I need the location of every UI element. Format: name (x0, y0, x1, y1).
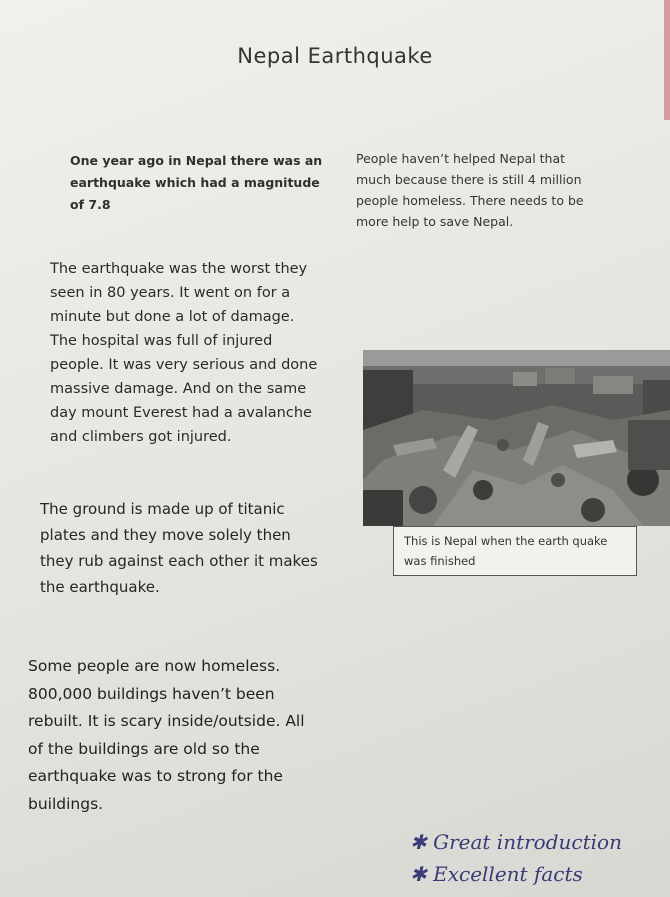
intro-paragraph: One year ago in Nepal there was an earthquake which had a magnitude of 7.8 (70, 153, 323, 212)
comment-great-introduction: ✱ Great introduction (410, 830, 622, 854)
comment-excellent-facts: ✱ Excellent facts (410, 862, 583, 886)
page-title: Nepal Earthquake (237, 44, 433, 68)
photo-caption: This is Nepal when the earth quake was finished (404, 534, 608, 568)
plates-paragraph: The ground is made up of titanic plates and they move solely then they rub against each other it makes the earthquake. (40, 500, 318, 596)
photo-caption-box (393, 526, 637, 576)
damage-paragraph: The earthquake was the worst they seen in 80 years. It went on for a minute but done a lot of damage. The hospital was full of injured people. It was very serious and done massive damage. And on the same day mount Everest had a avalanche and climbers got injured. (50, 261, 318, 445)
earthquake-photo (363, 350, 670, 526)
help-paragraph: People haven’t helped Nepal that much because there is still 4 million people homeless. There needs to be more help to save Nepal. (356, 151, 584, 229)
homeless-paragraph: Some people are now homeless. 800,000 buildings haven’t been rebuilt. It is scary inside/outside. All of the buildings are old so the earthquake was to strong for the buildings. (28, 657, 305, 813)
teacher-comments (410, 826, 622, 890)
